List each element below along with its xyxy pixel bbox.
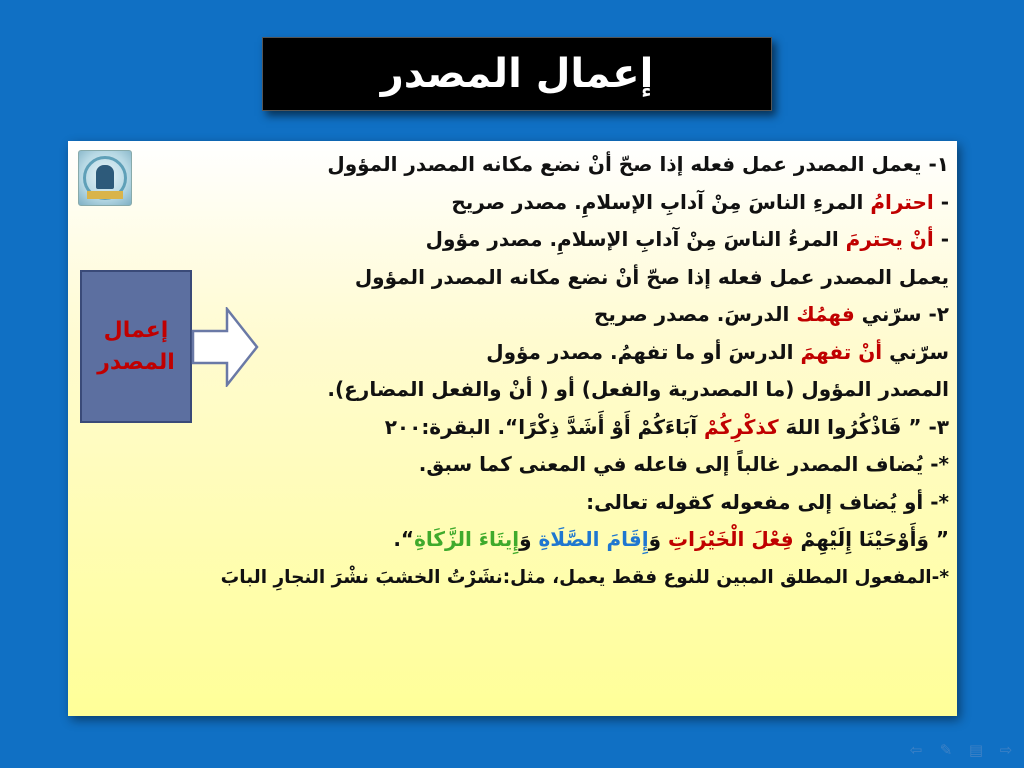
line-text: المرءِ الناسَ مِنْ آدابِ الإسلامِ. مصدر صريح	[451, 189, 871, 214]
school-emblem-icon	[78, 150, 132, 206]
content-line	[219, 259, 949, 297]
highlighted-text: إِقَامَ الصَّلَاةِ	[538, 527, 649, 551]
line-text: الدرسَ. مصدر صريح	[593, 302, 797, 326]
line-text: المصدر المؤول (ما المصدرية والفعل) أو ( أنْ والفعل المضارع).	[327, 377, 949, 401]
highlighted-text: احترامُ	[870, 189, 934, 214]
line-text: “.	[393, 527, 415, 551]
content-line	[219, 409, 949, 447]
line-text: *- يُضاف المصدر غالباً إلى فاعله في المعنى كما سبق.	[418, 452, 949, 476]
topic-label: إعمال المصدر	[97, 317, 175, 375]
line-text: -	[933, 189, 949, 214]
line-text: وَ	[519, 527, 539, 551]
content-line	[219, 334, 949, 372]
content-lines	[219, 146, 949, 596]
highlighted-text: إِيتَاءَ الزَّكَاةِ	[414, 527, 520, 551]
line-text: *-المفعول المطلق المبين للنوع فقط يعمل، مثل:نشَرْتُ الخشبَ نشْرَ النجارِ البابَ	[220, 566, 949, 588]
line-text: وَ	[648, 527, 669, 551]
content-line	[219, 446, 949, 484]
content-line	[219, 559, 949, 597]
back-arrow-icon[interactable]: ⇦	[909, 741, 923, 759]
line-text: -	[933, 227, 949, 251]
content-panel	[68, 141, 957, 716]
slide-nav	[906, 742, 1016, 758]
highlighted-text: كذكْرِكُمْ	[704, 414, 779, 439]
highlighted-text: فِعْلَ الْخَيْرَاتِ	[668, 527, 794, 551]
line-text: آبَاءَكُمْ أَوْ أَشَدَّ ذِكْرًا“. البقرة:٢٠٠	[384, 414, 705, 439]
content-line	[219, 221, 949, 259]
pen-icon[interactable]: ✎	[939, 741, 953, 759]
highlighted-text: أنْ تفهمَ	[800, 339, 883, 364]
content-line	[219, 296, 949, 334]
line-text: سرّني	[882, 339, 949, 364]
line-text: ١- يعمل المصدر عمل فعله إذا صحّ أنْ نضع مكانه المصدر المؤول	[327, 152, 949, 176]
line-text: ٢- سرّني	[854, 302, 949, 326]
highlighted-text: فهمُك	[796, 302, 855, 326]
forward-arrow-icon[interactable]: ⇨	[999, 741, 1013, 759]
content-line	[219, 484, 949, 522]
content-line	[219, 371, 949, 409]
slide-title-box	[262, 37, 772, 111]
content-line	[219, 521, 949, 559]
content-line	[219, 146, 949, 184]
menu-icon[interactable]: ▤	[968, 741, 984, 759]
line-text: يعمل المصدر عمل فعله إذا صحّ أنْ نضع مكانه المصدر المؤول	[354, 264, 949, 289]
content-line	[219, 184, 949, 222]
line-text: المرءُ الناسَ مِنْ آدابِ الإسلامِ. مصدر مؤول	[425, 227, 846, 251]
line-text: ” وَأَوْحَيْنَا إِلَيْهِمْ	[793, 527, 949, 551]
line-text: ٣- ” فَاذْكُرُوا اللهَ	[778, 414, 949, 439]
slide-title: إعمال المصدر	[380, 51, 654, 97]
line-text: الدرسَ أو ما تفهمُ. مصدر مؤول	[486, 339, 801, 364]
highlighted-text: أنْ يحترمَ	[845, 227, 934, 251]
topic-box	[80, 270, 192, 423]
line-text: *- أو يُضاف إلى مفعوله كقوله تعالى:	[586, 489, 949, 514]
